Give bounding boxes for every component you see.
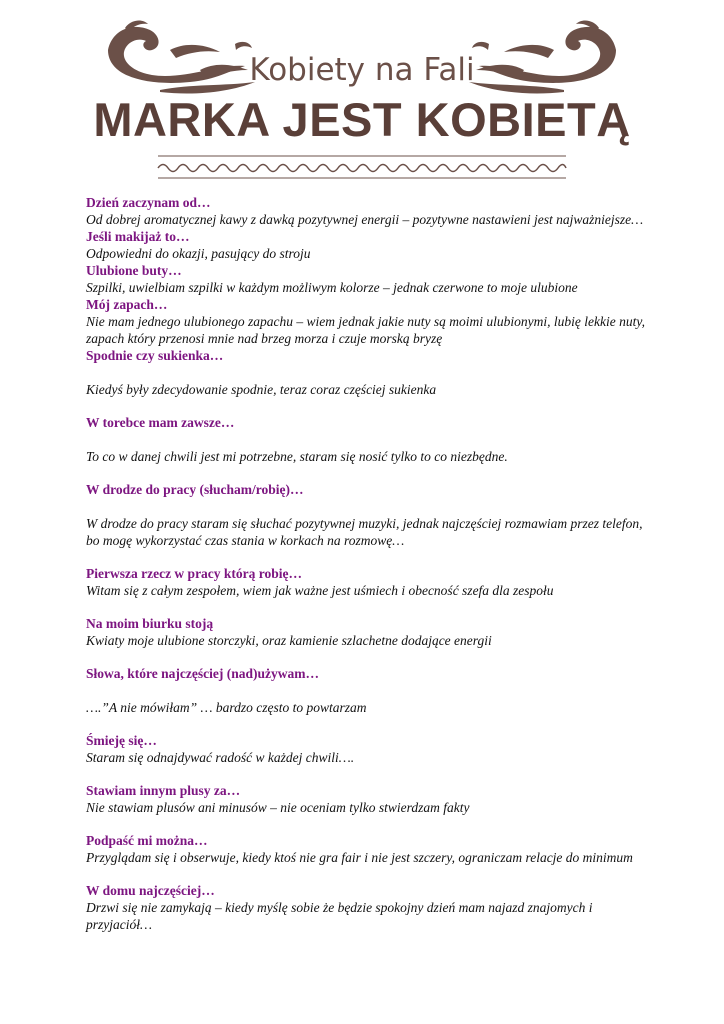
answer: Witam się z całym zespołem, wiem jak ważne jest uśmiech i obecność szefa dla zespołu [86,583,554,598]
qa-item-6 [86,414,646,465]
answer: Kiedyś były zdecydowanie spodnie, teraz coraz częściej sukienka [86,382,437,397]
brand-title: MARKA JEST KOBIETĄ [93,93,631,146]
qa-item-5 [86,347,646,398]
qa-item-14 [86,882,646,933]
answer: Odpowiedni do okazji, pasujący do stroju [86,246,311,261]
answer: Nie stawiam plusów ani minusów – nie oceniam tylko stwierdzam fakty [86,800,470,815]
qa-item-2 [86,228,646,262]
qa-item-11 [86,732,646,766]
question: W domu najczęściej… [86,883,215,898]
answer: Od dobrej aromatycznej kawy z dawką pozytywnej energii – pozytywne nastawieni jest najważniejsze… [86,212,644,227]
answer: Drzwi się nie zamykają – kiedy myślę sobie że będzie spokojny dzień mam najazd znajomych i przyjaciół… [86,900,593,932]
answer: Kwiaty moje ulubione storczyki, oraz kamienie szlachetne dodające energii [86,633,492,648]
question: Jeśli makijaż to… [86,229,190,244]
question: W torebce mam zawsze… [86,415,235,430]
qa-item-8 [86,565,646,599]
qa-item-1 [86,194,646,228]
qa-item-9 [86,615,646,649]
answer: Przyglądam się i obserwuje, kiedy ktoś nie gra fair i nie jest szczery, ograniczam relacje do minimum [86,850,633,865]
answer: Nie mam jednego ulubionego zapachu – wiem jednak jakie nuty są moimi ulubionymi, lubię lekkie nuty, zapach który przenosi mnie nad brzeg morza i czuje morską bryzę [86,314,646,346]
right-flourish-icon [469,21,616,94]
question: Na moim biurku stoją [86,616,214,631]
question: Ulubione buty… [86,263,182,278]
question: Mój zapach… [86,297,168,312]
question: Słowa, które najczęściej (nad)używam… [86,666,319,681]
question: Śmieję się… [86,733,157,748]
question: Pierwsza rzecz w pracy którą robię… [86,566,303,581]
left-flourish-icon [108,21,255,94]
qa-item-7 [86,481,646,549]
qa-item-13 [86,832,646,866]
answer: To co w danej chwili jest mi potrzebne, staram się nosić tylko to co niezbędne. [86,449,508,464]
answer: Staram się odnajdywać radość w każdej chwili…. [86,750,355,765]
qa-item-12 [86,782,646,816]
ornament-divider-icon [158,156,566,178]
answer: Szpilki, uwielbiam szpilki w każdym możliwym kolorze – jednak czerwone to moje ulubione [86,280,578,295]
question: Stawiam innym plusy za… [86,783,241,798]
qa-item-10 [86,665,646,716]
question: Podpaść mi można… [86,833,208,848]
question: Dzień zaczynam od… [86,195,211,210]
brand-subtitle: Kobiety na Fali [249,52,475,88]
question: Spodnie czy sukienka… [86,348,224,363]
qa-item-3 [86,262,646,296]
question: W drodze do pracy (słucham/robię)… [86,482,304,497]
qa-item-4 [86,296,646,347]
header-banner [0,0,724,185]
answer: W drodze do pracy staram się słuchać pozytywnej muzyki, jednak najczęściej rozmawiam przez telefon, bo mogę wykorzystać czas stania w korkach na rozmowę… [86,516,643,548]
questionnaire [86,194,646,933]
answer: ….”A nie mówiłam” … bardzo często to powtarzam [86,700,367,715]
